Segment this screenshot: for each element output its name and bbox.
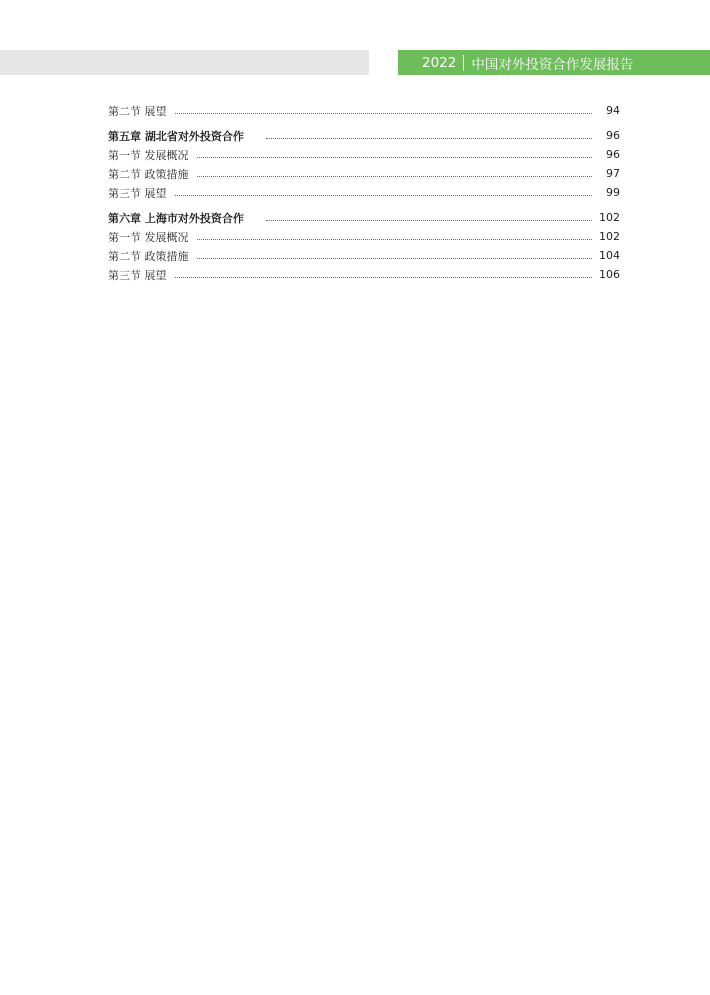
toc-chapter-label: 第五章 湖北省对外投资合作 bbox=[108, 129, 244, 143]
toc-leader-dots bbox=[197, 239, 593, 240]
report-year: 2022 bbox=[422, 54, 457, 71]
toc-leader-dots bbox=[197, 258, 593, 259]
toc-chapter-entry[interactable] bbox=[108, 208, 622, 227]
toc-entry-page: 104 bbox=[599, 249, 620, 262]
toc-entry-page: 99 bbox=[606, 186, 620, 199]
toc-leader-dots bbox=[266, 138, 592, 139]
toc-entry-page: 106 bbox=[599, 268, 620, 281]
toc-chapter-entry[interactable] bbox=[108, 126, 622, 145]
toc-entry-page: 96 bbox=[606, 148, 620, 161]
toc-entry[interactable] bbox=[108, 145, 622, 164]
toc-entry-page: 97 bbox=[606, 167, 620, 180]
toc-leader-dots bbox=[175, 113, 593, 114]
toc-entry-label: 第一节 发展概况 bbox=[108, 148, 189, 162]
toc-entry[interactable] bbox=[108, 164, 622, 183]
toc-entry-label: 第一节 发展概况 bbox=[108, 230, 189, 244]
toc-leader-dots bbox=[266, 220, 592, 221]
header-gray-bar bbox=[0, 50, 369, 75]
toc-entry-label: 第三节 展望 bbox=[108, 268, 167, 282]
report-title: 中国对外投资合作发展报告 bbox=[471, 56, 634, 73]
toc-entry[interactable] bbox=[108, 246, 622, 265]
toc-entry[interactable] bbox=[108, 227, 622, 246]
toc-leader-dots bbox=[197, 157, 593, 158]
toc-entry[interactable] bbox=[108, 101, 622, 120]
toc-entry-page: 102 bbox=[599, 230, 620, 243]
toc-entry-label: 第二节 政策措施 bbox=[108, 249, 189, 263]
toc-leader-dots bbox=[175, 277, 593, 278]
toc-entry-page: 96 bbox=[606, 129, 620, 142]
table-of-contents bbox=[108, 101, 622, 284]
toc-entry[interactable] bbox=[108, 265, 622, 284]
toc-leader-dots bbox=[175, 195, 593, 196]
toc-leader-dots bbox=[197, 176, 593, 177]
header-divider bbox=[463, 55, 464, 71]
toc-entry-label: 第三节 展望 bbox=[108, 186, 167, 200]
toc-entry-page: 94 bbox=[606, 104, 620, 117]
toc-entry-label: 第二节 政策措施 bbox=[108, 167, 189, 181]
toc-entry-page: 102 bbox=[599, 211, 620, 224]
toc-entry-label: 第二节 展望 bbox=[108, 104, 167, 118]
toc-entry[interactable] bbox=[108, 183, 622, 202]
toc-chapter-label: 第六章 上海市对外投资合作 bbox=[108, 211, 244, 225]
header-title-bar bbox=[398, 50, 710, 75]
